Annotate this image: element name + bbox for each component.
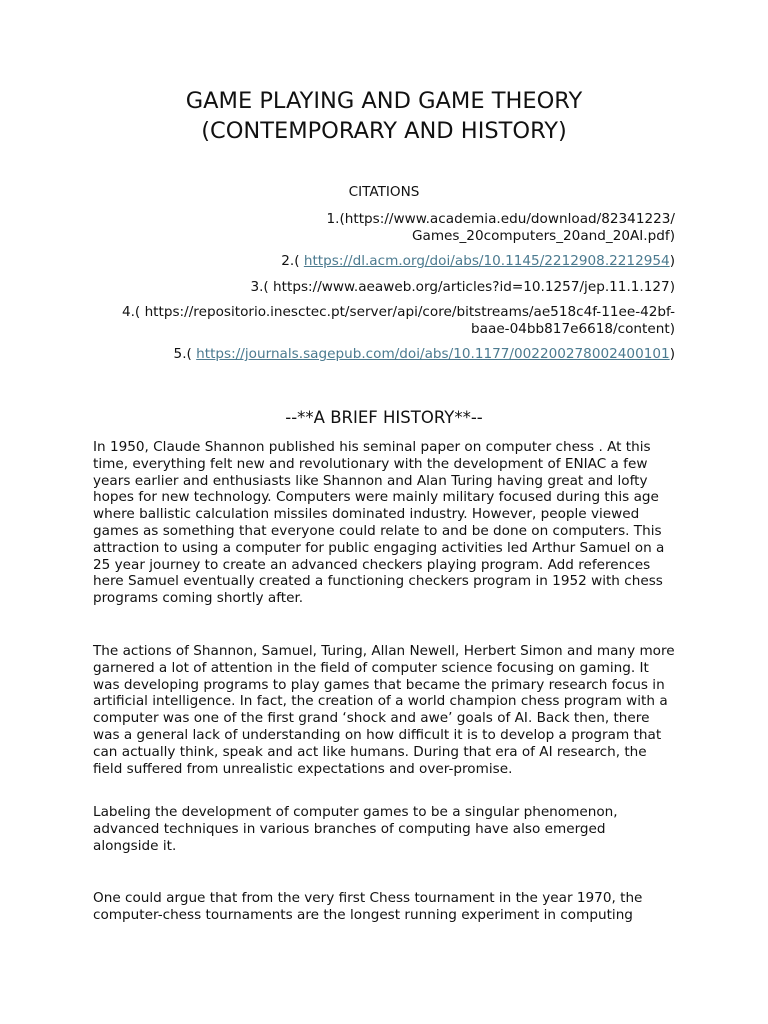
body-paragraph: The actions of Shannon, Samuel, Turing, Allan Newell, Herbert Simon and many more garnered a lot of attention in the field of computer science focusing on gaming. It was developing programs to play games that became the primary research focus in artificial intelligence. In fact, the creation of a world champion chess program with a computer was one of the first grand ‘shock and awe’ goals of AI. Back then, there was a general lack of understanding on how difficult it is to develop a program that can actually think, speak and act like humans. During that era of AI research, the field suffered from unrealistic expectations and over-promise.: [93, 643, 675, 777]
citation-item-3: [93, 279, 675, 296]
title-line-1: GAME PLAYING AND GAME THEORY: [185, 88, 583, 114]
title-line-2: (CONTEMPORARY AND HISTORY): [201, 118, 567, 144]
citation-item-5: [93, 346, 675, 363]
citation-item-2: [93, 253, 675, 270]
page-title: [93, 86, 675, 146]
citation-suffix: ): [669, 278, 675, 295]
citation-text: baae-04bb817e6618/content: [471, 320, 670, 337]
citation-text: https://repositorio.inesctec.pt/server/api/core/bitstreams/ae518c4f-11ee-42bf-: [144, 304, 675, 320]
body-paragraph: In 1950, Claude Shannon published his seminal paper on computer chess . At this time, everything felt new and revolutionary with the development of ENIAC a few years earlier and enthusiasts like Shannon and Alan Turing having great and lofty hopes for new technology. Computers were mainly military focused during this age where ballistic calculation missiles dominated industry. However, people viewed games as something that everyone could relate to and be done on computers. This attraction to using a computer for public engaging activities led Arthur Samuel on a 25 year journey to create an advanced checkers playing program. Add references here Samuel eventually created a functioning checkers program in 1952 with chess programs coming shortly after.: [93, 439, 665, 607]
citations-heading: CITATIONS: [348, 184, 420, 200]
citation-suffix: ): [669, 253, 675, 269]
body-paragraph: Labeling the development of computer games to be a singular phenomenon, advanced techniques in various branches of computing have also emerged alongside it.: [93, 804, 618, 854]
citation-item-1: [93, 211, 675, 244]
citation-prefix: 5.(: [173, 346, 197, 362]
citation-suffix: ): [669, 227, 675, 244]
citation-item-4: [93, 304, 675, 337]
citation-suffix: ): [669, 320, 675, 337]
citation-text: Games_20computers_20and_20AI.pdf: [411, 227, 670, 244]
citation-text: https://www.aeaweb.org/articles?id=10.1257/jep.11.1.127: [273, 278, 670, 295]
citation-link[interactable]: https://journals.sagepub.com/doi/abs/10.1177/002200278002400101: [196, 346, 670, 362]
citation-prefix: 2.(: [281, 253, 304, 269]
citation-link[interactable]: https://dl.acm.org/doi/abs/10.1145/2212908.2212954: [303, 253, 670, 269]
section-heading: --**A BRIEF HISTORY**--: [285, 408, 483, 427]
citation-text: https://www.academia.edu/download/82341223/: [344, 211, 675, 227]
citation-prefix: 4.(: [121, 304, 145, 320]
citation-prefix: 1.(: [326, 211, 345, 227]
citations-list: [93, 211, 675, 372]
citation-prefix: 3.(: [250, 278, 274, 295]
citation-suffix: ): [669, 346, 675, 362]
body-paragraph: One could argue that from the very first Chess tournament in the year 1970, the computer-chess tournaments are the longest running experiment in computing: [93, 890, 643, 923]
